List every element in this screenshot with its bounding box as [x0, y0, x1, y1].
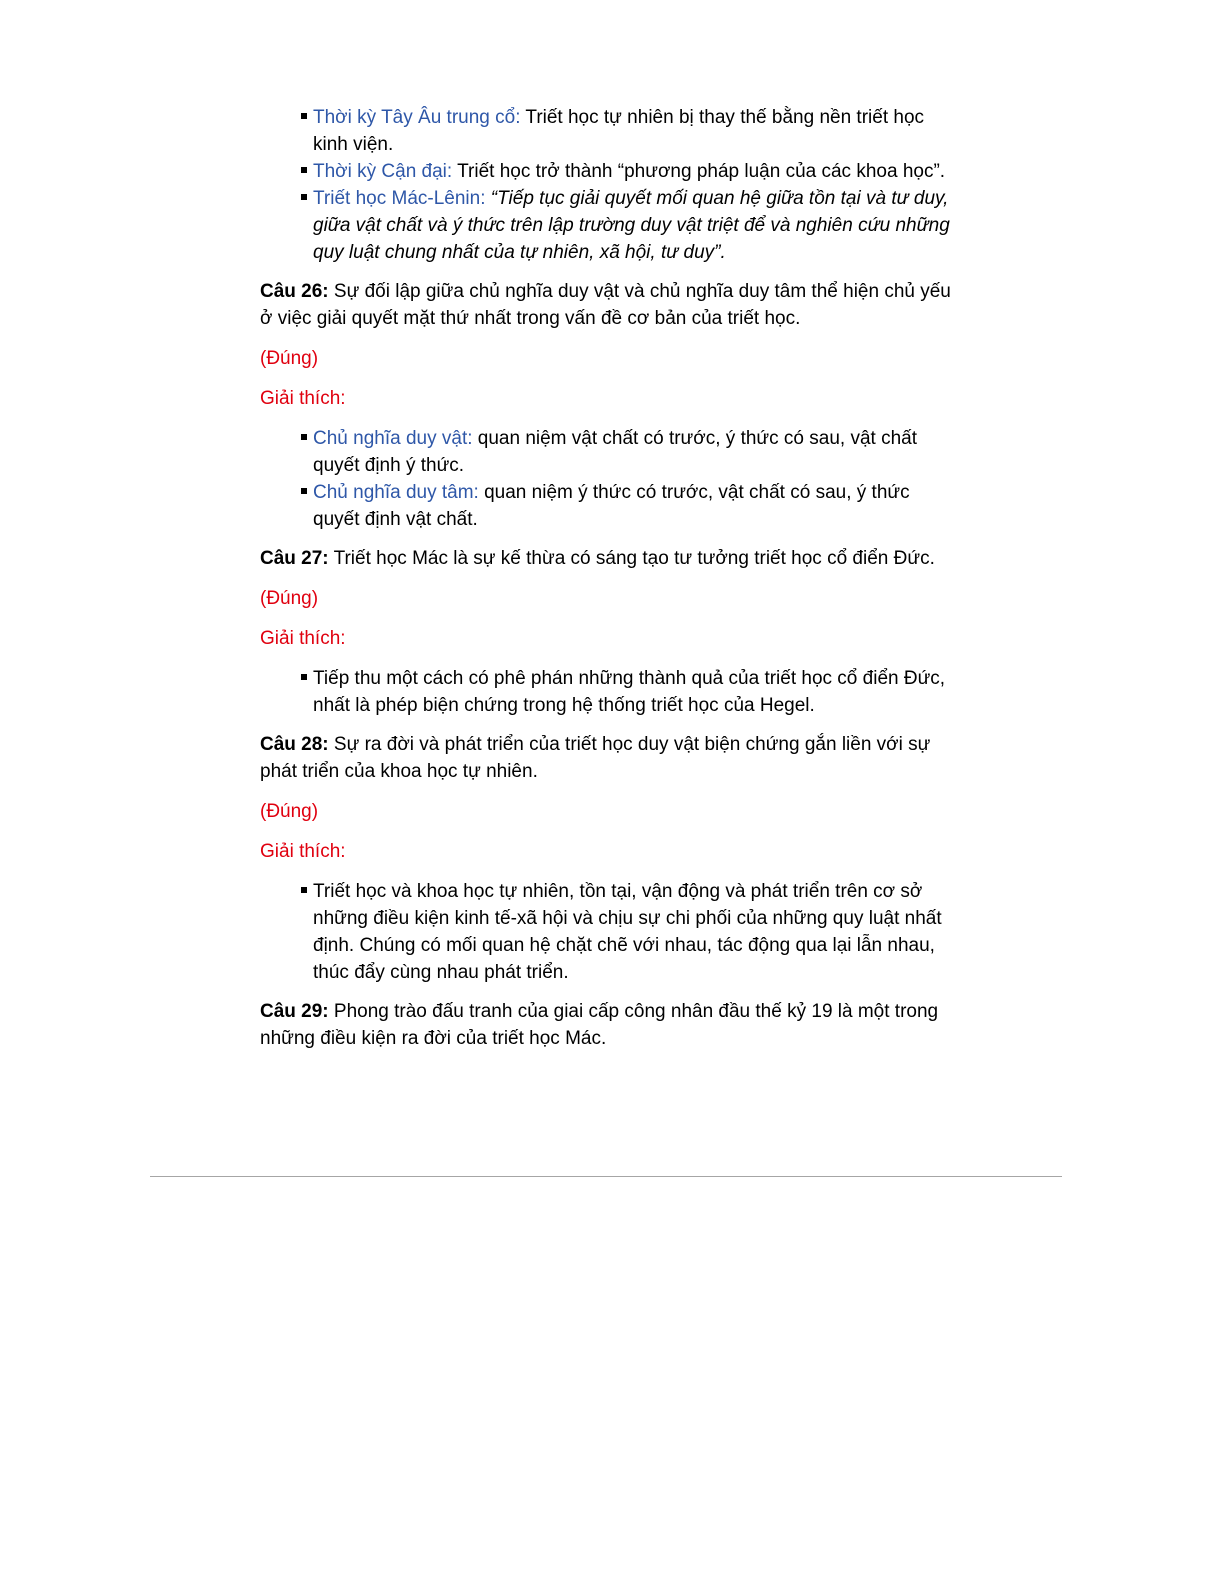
bullet-term: Thời kỳ Cận đại:	[313, 161, 453, 182]
list-item	[260, 479, 960, 533]
list-item	[260, 104, 960, 158]
explain-label-26: Giải thích:	[260, 388, 346, 409]
question-label: Câu 27:	[260, 548, 329, 569]
explain-list-28	[260, 878, 960, 986]
document-body	[260, 104, 960, 1065]
explain-list-27	[260, 665, 960, 719]
bullet-term: Chủ nghĩa duy tâm:	[313, 482, 479, 503]
question-text: Sự đối lập giữa chủ nghĩa duy vật và chủ nghĩa duy tâm thể hiện chủ yếu ở việc giải quyết mặt thứ nhất trong vấn đề cơ bản của triết học.	[260, 281, 951, 329]
answer-26: (Đúng)	[260, 348, 319, 369]
question-label: Câu 26:	[260, 281, 329, 302]
question-27	[260, 545, 960, 572]
question-26	[260, 278, 960, 332]
square-bullet-icon	[301, 488, 307, 494]
answer-28: (Đúng)	[260, 801, 319, 822]
period-list	[260, 104, 960, 266]
explain-label-27: Giải thích:	[260, 628, 346, 649]
bullet-text: quan niệm vật chất có trước, ý thức có sau, vật chất quyết định ý thức.	[313, 428, 917, 476]
square-bullet-icon	[301, 167, 307, 173]
square-bullet-icon	[301, 434, 307, 440]
list-item	[260, 665, 960, 719]
question-text: Phong trào đấu tranh của giai cấp công nhân đầu thế kỷ 19 là một trong những điều kiện ra đời của triết học Mác.	[260, 1001, 939, 1049]
list-item	[260, 158, 960, 185]
explain-list-26	[260, 425, 960, 533]
bullet-text: Tiếp thu một cách có phê phán những thành quả của triết học cổ điển Đức, nhất là phép biện chứng trong hệ thống triết học của Hegel.	[313, 668, 946, 716]
square-bullet-icon	[301, 887, 307, 893]
answer-27: (Đúng)	[260, 588, 319, 609]
bullet-text: Triết học tự nhiên bị thay thế bằng nền triết học kinh viện.	[313, 107, 925, 155]
question-29	[260, 998, 960, 1052]
square-bullet-icon	[301, 113, 307, 119]
question-text: Sự ra đời và phát triển của triết học duy vật biện chứng gắn liền với sự phát triển của khoa học tự nhiên.	[260, 734, 931, 782]
question-label: Câu 28:	[260, 734, 329, 755]
question-label: Câu 29:	[260, 1001, 329, 1022]
bullet-text: Triết học trở thành “phương pháp luận của các khoa học”.	[452, 161, 946, 182]
bullet-text: quan niệm ý thức có trước, vật chất có sau, ý thức quyết định vật chất.	[313, 482, 910, 530]
page-divider	[150, 1176, 1062, 1177]
square-bullet-icon	[301, 674, 307, 680]
list-item	[260, 425, 960, 479]
explain-label-28: Giải thích:	[260, 841, 346, 862]
bullet-quote: “Tiếp tục giải quyết mối quan hệ giữa tồn tại và tư duy, giữa vật chất và ý thức trên lập trường duy vật triệt để và nghiên cứu những quy luật chung nhất của tự nhiên, xã hội, tư duy”.	[313, 188, 950, 263]
bullet-text: Triết học và khoa học tự nhiên, tồn tại, vận động và phát triển trên cơ sở những điều kiện kinh tế-xã hội và chịu sự chi phối của những quy luật nhất định. Chúng có mối quan hệ chặt chẽ với nhau, tác động qua lại lẫn nhau, thúc đẩy cùng nhau phát triển.	[313, 881, 942, 983]
square-bullet-icon	[301, 194, 307, 200]
list-item	[260, 878, 960, 986]
question-28	[260, 731, 960, 785]
bullet-term: Thời kỳ Tây Âu trung cổ:	[313, 107, 521, 128]
question-text: Triết học Mác là sự kế thừa có sáng tạo tư tưởng triết học cổ điển Đức.	[328, 548, 935, 569]
list-item	[260, 185, 960, 266]
bullet-term: Chủ nghĩa duy vật:	[313, 428, 473, 449]
bullet-term: Triết học Mác-Lênin:	[313, 188, 486, 209]
